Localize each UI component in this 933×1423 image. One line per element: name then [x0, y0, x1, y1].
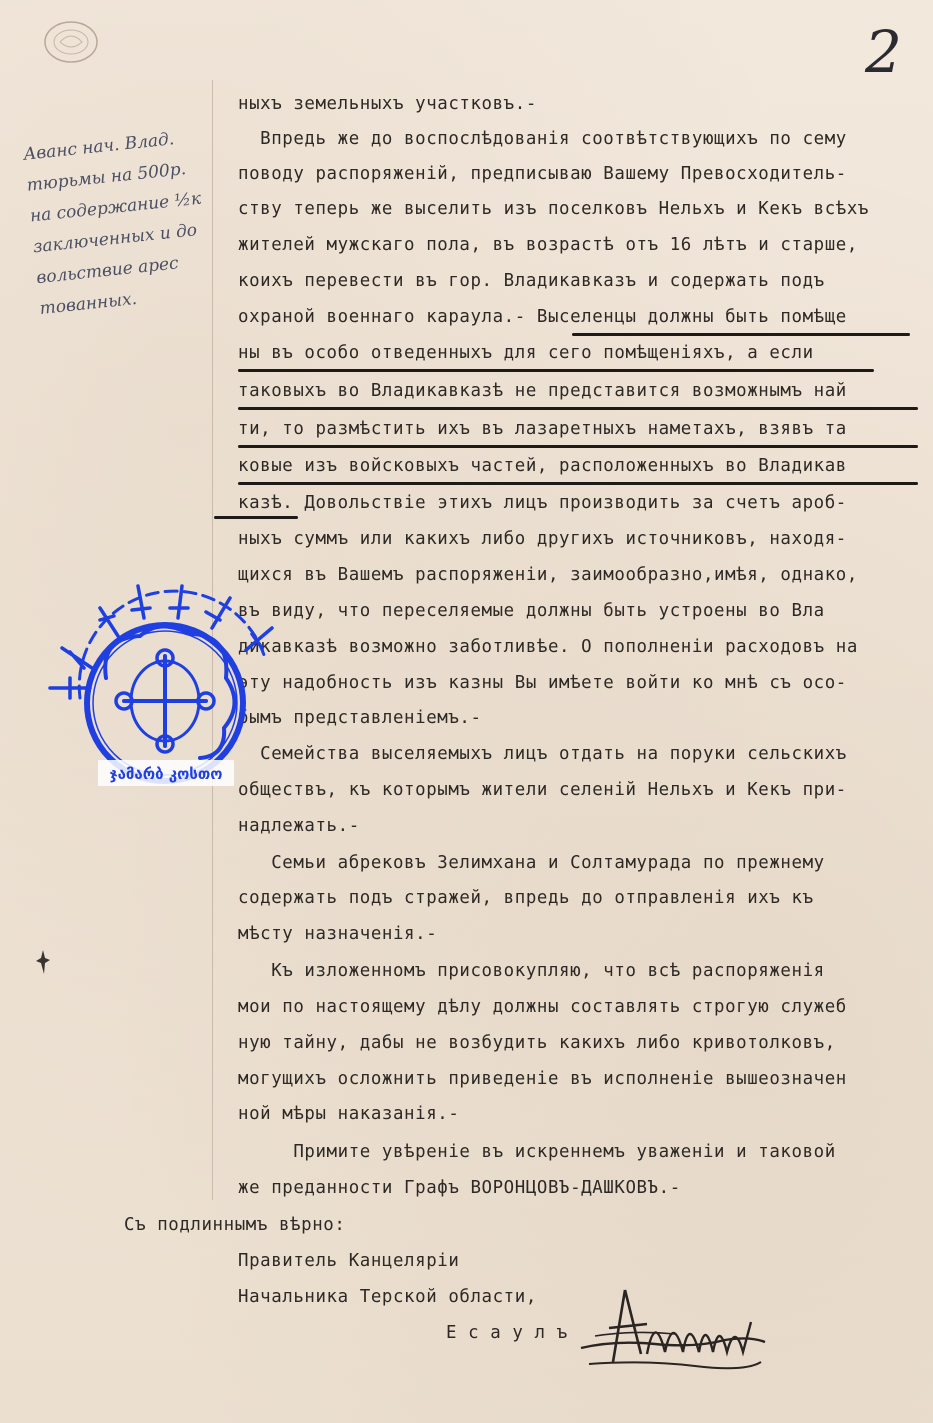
body-line: ныхъ земельныхъ участковъ.-: [238, 94, 537, 114]
margin-note-line: на содержание ½к: [29, 188, 203, 227]
body-line: бымъ представленіемъ.-: [238, 708, 482, 728]
margin-note-line: вольствие арес: [35, 253, 180, 289]
page-number: 2: [865, 18, 902, 86]
signature: [575, 1282, 770, 1382]
passage-underline: [238, 482, 918, 485]
margin-note-line: Аванс нач. Влад.: [22, 129, 176, 165]
margin-note-line: заключенных и до: [32, 220, 199, 258]
body-line: таковыхъ во Владикавказѣ не представится возможнымъ най: [238, 381, 847, 401]
passage-underline: [238, 369, 874, 372]
body-line: содержать подъ стражей, впредь до отправленія ихъ къ: [238, 888, 814, 908]
copy-certification: Съ подлиннымъ вѣрно:: [124, 1215, 346, 1235]
body-line: обществъ, къ которымъ жители селеній Нельхъ и Кекъ при-: [238, 780, 847, 800]
watermark-logo: [40, 578, 290, 808]
body-line: ную тайну, дабы не возбудить какихъ либо кривотолковъ,: [238, 1033, 836, 1053]
body-line: же преданности Графъ ВОРОНЦОВЪ-ДАШКОВЪ.-: [238, 1178, 681, 1198]
archive-stamp-icon: [42, 18, 100, 66]
body-line: Впредь же до воспослѣдованія соотвѣтствующихъ по сему: [238, 129, 847, 149]
body-line: ству теперь же выселить изъ поселковъ Нельхъ и Кекъ всѣхъ: [238, 199, 869, 219]
body-line: ныхъ суммъ или какихъ либо другихъ источниковъ, находя-: [238, 529, 847, 549]
body-line: казѣ. Довольствіе этихъ лицъ производить за счетъ ароб-: [238, 493, 847, 513]
body-line: Примите увѣреніе въ искреннемъ уваженіи и таковой: [238, 1142, 836, 1162]
body-line: Семьи абрековъ Зелимхана и Солтамурада по прежнему: [238, 853, 825, 873]
body-line: въ виду, что переселяемые должны быть устроены во Вла: [238, 601, 825, 621]
body-line: надлежать.-: [238, 816, 360, 836]
body-line: щихся въ Вашемъ распоряженіи, заимообразно,имѣя, однако,: [238, 565, 858, 585]
body-line: ной мѣры наказанія.-: [238, 1104, 460, 1124]
signer-position: Начальника Терской области,: [238, 1287, 537, 1307]
body-line: ковые изъ войсковыхъ частей, расположенныхъ во Владикав: [238, 456, 847, 476]
body-line: коихъ перевести въ гор. Владикавказъ и содержать подъ: [238, 271, 825, 291]
body-line: ти, то размѣстить ихъ въ лазаретныхъ наметахъ, взявъ та: [238, 419, 847, 439]
body-line: охраной военнаго караула.- Выселенцы должны быть помѣще: [238, 307, 847, 327]
passage-underline: [238, 445, 918, 448]
logo-caption: ჯამარბ კოსთო: [109, 765, 223, 783]
passage-underline: [572, 333, 910, 336]
body-line: могущихъ осложнить приведеніе въ исполненіе вышеозначен: [238, 1069, 847, 1089]
ink-spot: [36, 950, 50, 974]
passage-underline: [238, 407, 918, 410]
margin-note-line: тованных.: [38, 288, 138, 320]
body-line: мѣсту назначенія.-: [238, 924, 438, 944]
body-line: поводу распоряженій, предписываю Вашему Превосходитель-: [238, 164, 847, 184]
body-line: мои по настоящему дѣлу должны составлять строгую служеб: [238, 997, 847, 1017]
body-line: жителей мужскаго пола, въ возрастѣ отъ 16 лѣтъ и старше,: [238, 235, 858, 255]
body-line: эту надобность изъ казны Вы имѣете войти ко мнѣ съ осо-: [238, 673, 847, 693]
signer-position: Правитель Канцеляріи: [238, 1251, 460, 1271]
signer-rank: Е с а у л ъ: [446, 1323, 568, 1343]
body-line: Семейства выселяемыхъ лицъ отдать на поруки сельскихъ: [238, 744, 847, 764]
body-line: Къ изложенномъ присовокупляю, что всѣ распоряженія: [238, 961, 825, 981]
passage-underline: [214, 516, 298, 519]
margin-note-line: тюрьмы на 500р.: [25, 159, 188, 196]
body-line: дикавказѣ возможно заботливѣе. О пополненіи расходовъ на: [238, 637, 858, 657]
body-line: ны въ особо отведенныхъ для сего помѣщеніяхъ, а если: [238, 343, 814, 363]
